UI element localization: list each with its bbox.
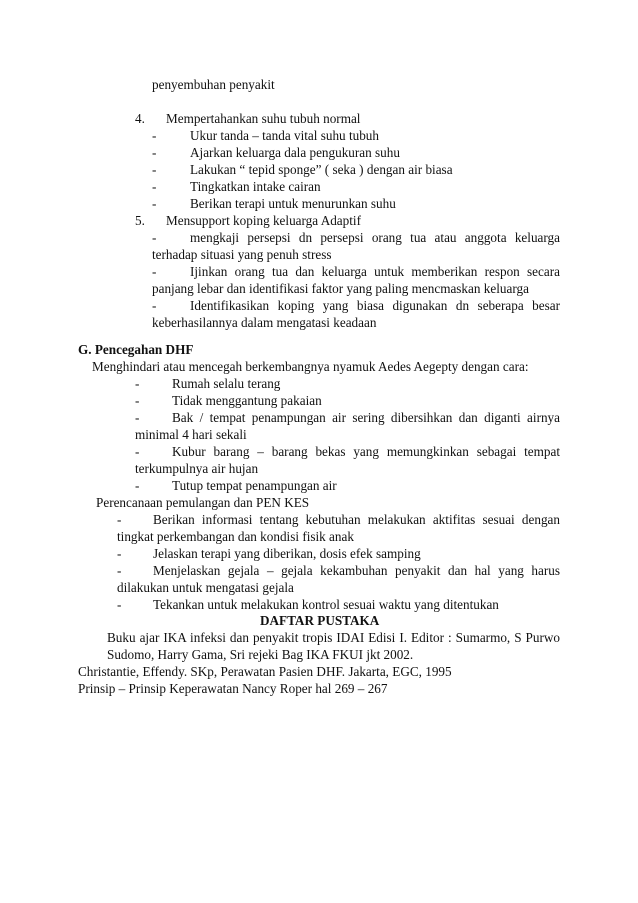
bullet-dash: - [152, 230, 157, 245]
bullet-dash: - [117, 563, 122, 578]
reference-entry: Christantie, Effendy. SKp, Perawatan Pasien DHF. Jakarta, EGC, 1995 [78, 664, 452, 679]
list-item-continuation: tingkat perkembangan dan kondisi fisik anak [117, 529, 354, 544]
bullet-dash: - [152, 298, 157, 313]
list-item: Ajarkan keluarga dala pengukuran suhu [190, 145, 400, 160]
list-item: Tingkatkan intake cairan [190, 179, 321, 194]
bullet-dash: - [135, 376, 140, 391]
list-item: mengkaji persepsi dn persepsi orang tua atau anggota keluarga [190, 230, 560, 245]
list-item-continuation: keberhasilannya dalam mengatasi keadaan [152, 315, 377, 330]
paragraph: Menghindari atau mencegah berkembangnya nyamuk Aedes Aegepty dengan cara: [92, 359, 529, 374]
bullet-dash: - [117, 546, 122, 561]
list-item: Berikan terapi untuk menurunkan suhu [190, 196, 396, 211]
list-item: Ijinkan orang tua dan keluarga untuk memberikan respon secara [190, 264, 560, 279]
bullet-dash: - [152, 128, 157, 143]
list-item: Kubur barang – barang bekas yang memungkinkan sebagai tempat [172, 444, 560, 459]
list-item-continuation: panjang lebar dan identifikasi faktor yang paling mencmaskan keluarga [152, 281, 529, 296]
list-item-continuation: dilakukan untuk mengatasi gejala [117, 580, 294, 595]
reference-entry: Buku ajar IKA infeksi dan penyakit tropis IDAI Edisi I. Editor : Sumarmo, S Purwo [107, 630, 560, 645]
list-item-continuation: terhadap situasi yang penuh stress [152, 247, 332, 262]
bullet-dash: - [135, 478, 140, 493]
bullet-dash: - [117, 512, 122, 527]
reference-entry: Prinsip – Prinsip Keperawatan Nancy Roper hal 269 – 267 [78, 681, 388, 696]
list-item: Berikan informasi tentang kebutuhan melakukan aktifitas sesuai dengan [153, 512, 560, 527]
bullet-dash: - [152, 179, 157, 194]
list-item-title: Mensupport koping keluarga Adaptif [166, 213, 361, 228]
bullet-dash: - [152, 145, 157, 160]
list-item: Identifikasikan koping yang biasa digunakan dn seberapa besar [190, 298, 560, 313]
list-item: Rumah selalu terang [172, 376, 281, 391]
list-item: Menjelaskan gejala – gejala kekambuhan penyakit dan hal yang harus [153, 563, 560, 578]
list-item: Lakukan “ tepid sponge” ( seka ) dengan air biasa [190, 162, 453, 177]
list-item-continuation: minimal 4 hari sekali [135, 427, 247, 442]
subsection-heading: Perencanaan pemulangan dan PEN KES [96, 495, 310, 510]
bullet-dash: - [135, 393, 140, 408]
references-heading: DAFTAR PUSTAKA [260, 613, 380, 628]
list-item: Ukur tanda – tanda vital suhu tubuh [190, 128, 379, 143]
bullet-dash: - [152, 196, 157, 211]
list-item-continuation: terkumpulnya air hujan [135, 461, 259, 476]
list-item: Tutup tempat penampungan air [172, 478, 337, 493]
list-item-title: Mempertahankan suhu tubuh normal [166, 111, 361, 126]
list-item: Jelaskan terapi yang diberikan, dosis efek samping [153, 546, 421, 561]
bullet-dash: - [152, 264, 157, 279]
list-item: Tekankan untuk melakukan kontrol sesuai waktu yang ditentukan [153, 597, 499, 612]
list-item: Tidak menggantung pakaian [172, 393, 322, 408]
bullet-dash: - [117, 597, 122, 612]
section-heading: G. Pencegahan DHF [78, 342, 194, 357]
list-number: 4. [135, 111, 145, 126]
list-item: Bak / tempat penampungan air sering dibersihkan dan diganti airnya [172, 410, 560, 425]
bullet-dash: - [135, 444, 140, 459]
text-line: penyembuhan penyakit [152, 77, 275, 92]
bullet-dash: - [152, 162, 157, 177]
bullet-dash: - [135, 410, 140, 425]
list-number: 5. [135, 213, 145, 228]
reference-continuation: Sudomo, Harry Gama, Sri rejeki Bag IKA FKUI jkt 2002. [107, 647, 414, 662]
